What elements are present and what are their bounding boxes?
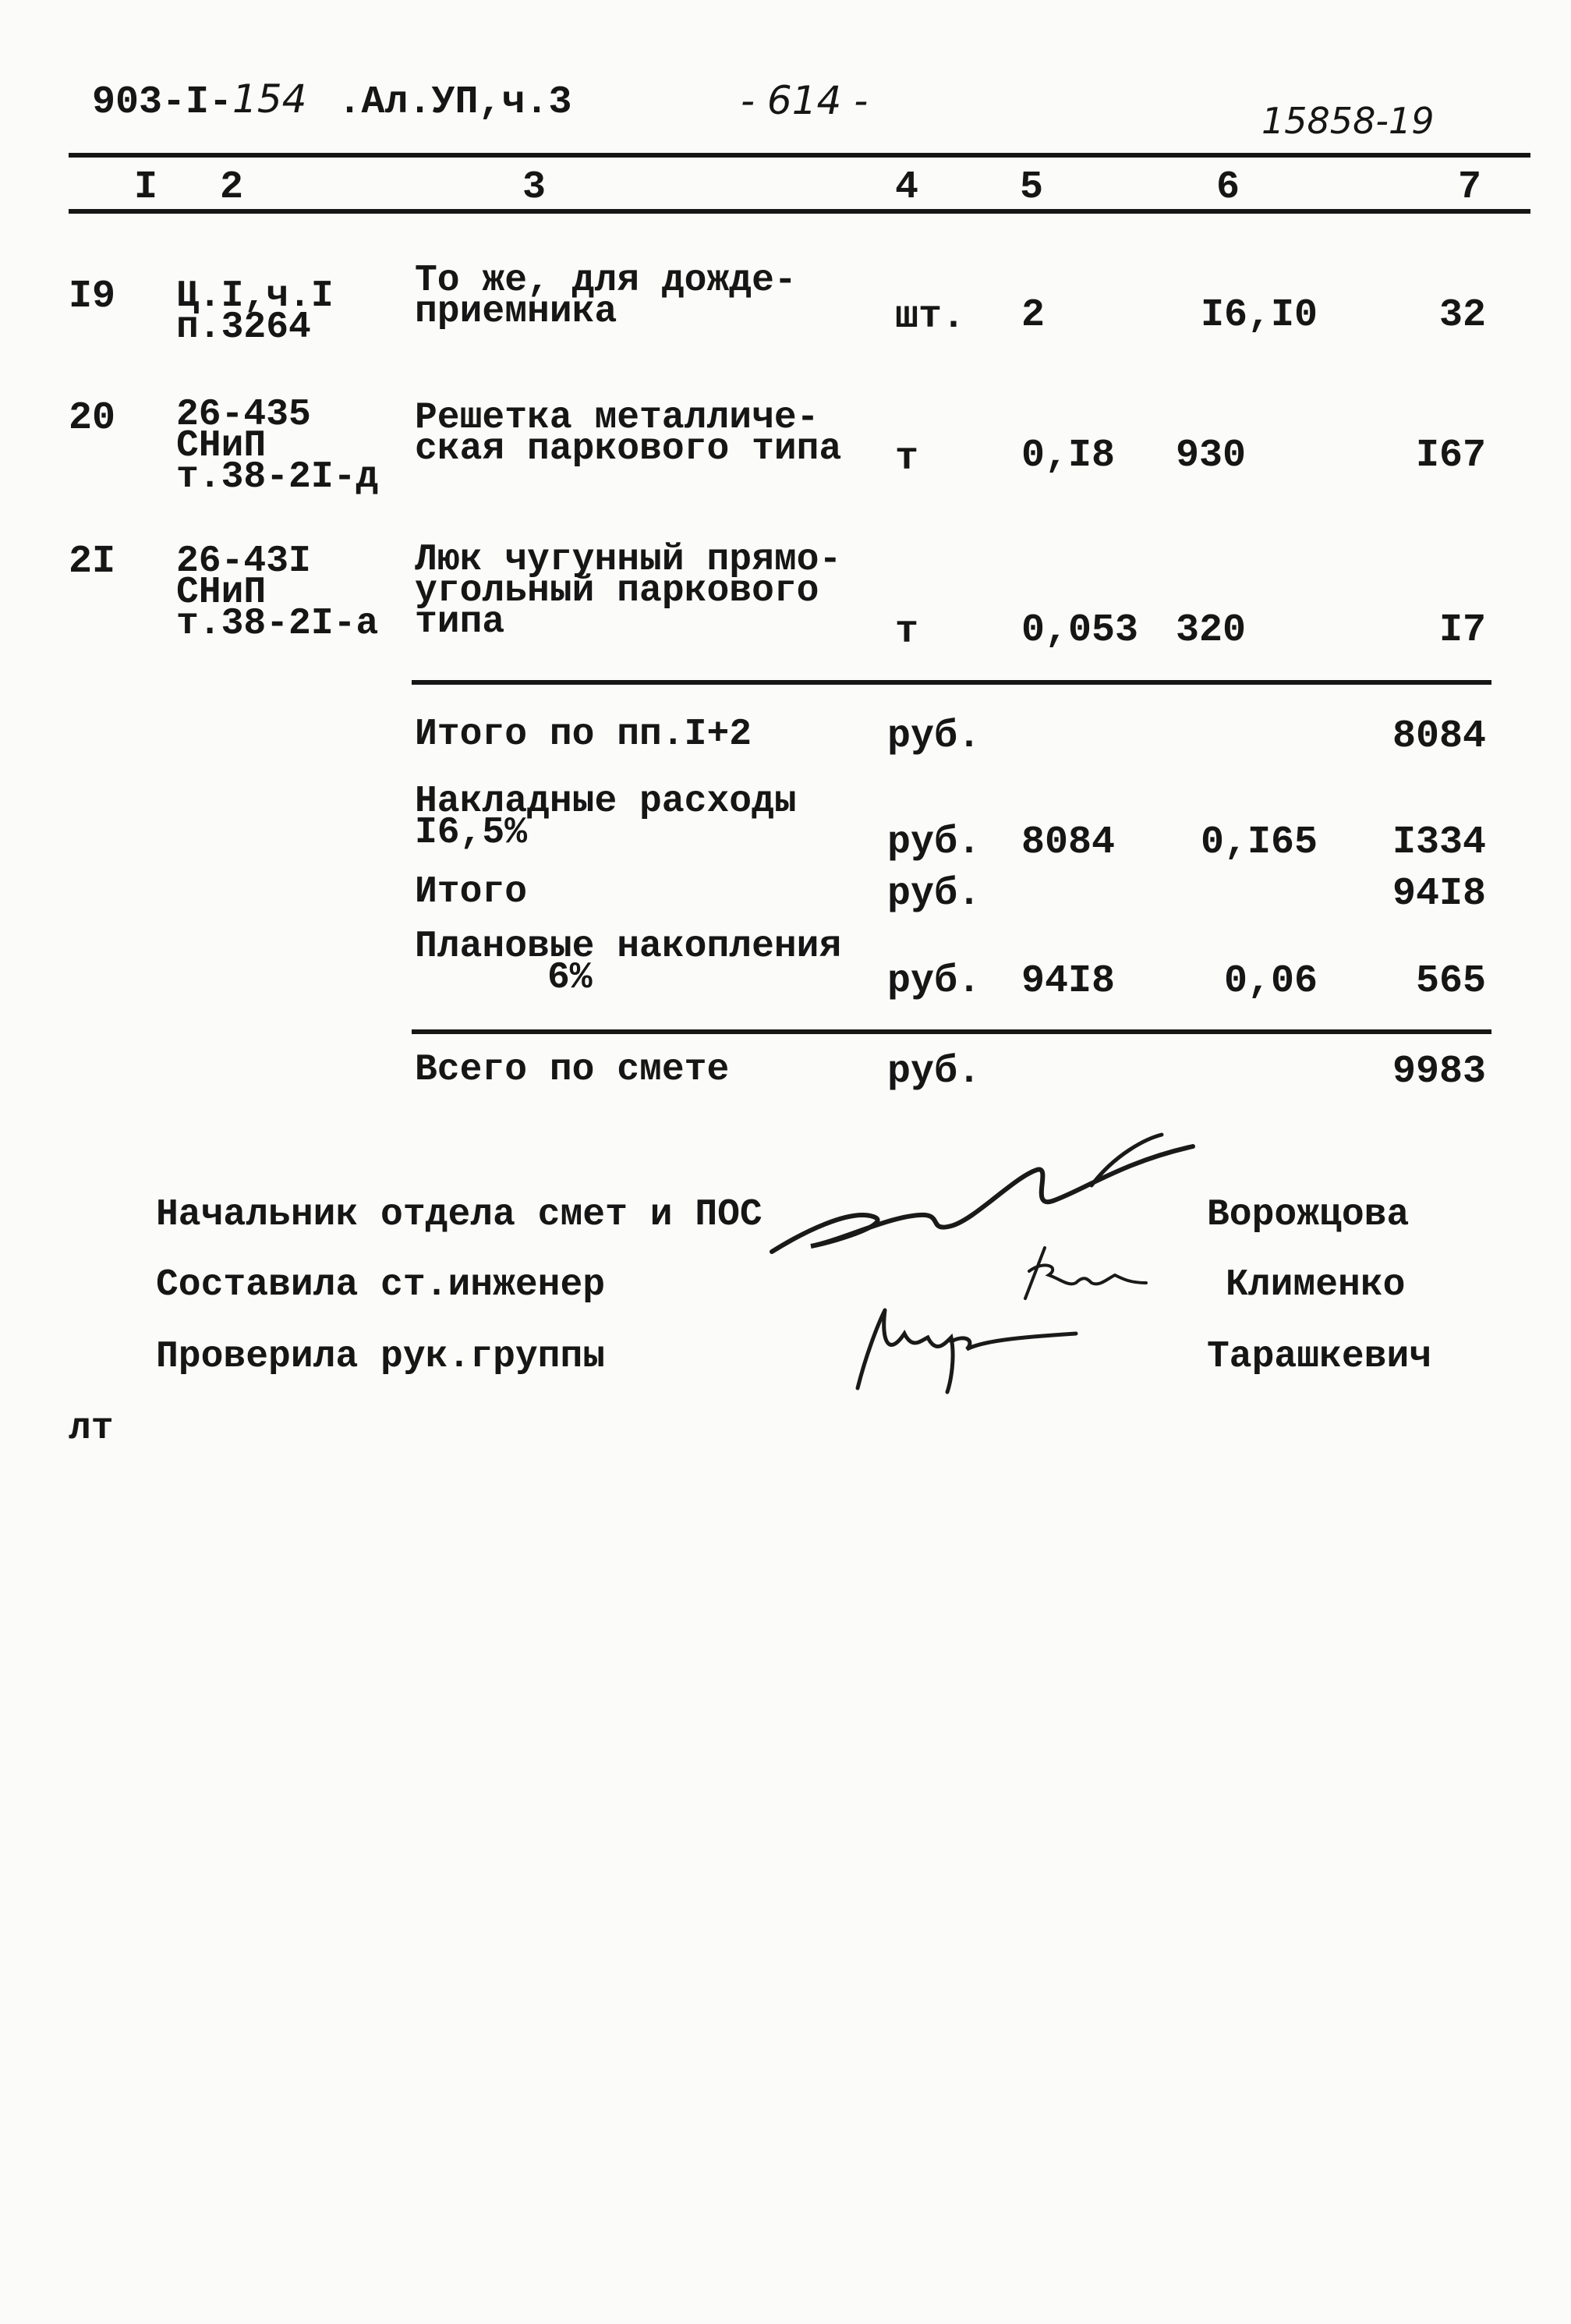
- summary-quantity: 94I8: [1021, 959, 1116, 1004]
- col-header-6: 6: [1216, 165, 1240, 210]
- doc-number: 15858-19: [1261, 100, 1435, 142]
- summary-unit: руб.: [887, 872, 982, 916]
- grand-total-unit: руб.: [887, 1050, 982, 1094]
- signatory-name: Тарашкевич: [1207, 1336, 1432, 1378]
- summary-rate: 0,06: [1223, 959, 1318, 1004]
- row-reference: 26-435 СНиП т.38-2I-д: [176, 394, 379, 498]
- doc-code: [92, 76, 572, 125]
- row-price: 930: [1176, 434, 1247, 478]
- footer-mark: лт: [69, 1408, 114, 1450]
- row-price: 320: [1176, 608, 1247, 653]
- signatory-name: Клименко: [1226, 1264, 1406, 1306]
- row-reference: 26-43I СНиП т.38-2I-а: [176, 540, 379, 645]
- summary-rule: [412, 680, 1491, 685]
- page-number: - 614 -: [741, 78, 869, 123]
- summary-rate: 0,I65: [1200, 820, 1318, 865]
- row-description: Решетка металличе- ская паркового типа: [415, 397, 842, 470]
- col-header-4: 4: [895, 165, 919, 210]
- summary-unit: руб.: [887, 959, 982, 1004]
- summary-label: Накладные расходы I6,5%: [415, 781, 797, 854]
- row-quantity: 2: [1021, 293, 1046, 338]
- row-unit: т: [895, 437, 919, 481]
- grand-total-value: 9983: [1392, 1050, 1486, 1094]
- col-header-3: 3: [522, 165, 547, 210]
- row-number: 2I: [69, 540, 116, 584]
- summary-unit: руб.: [887, 820, 982, 865]
- row-quantity: 0,053: [1021, 608, 1139, 653]
- doc-code-handwritten: 154: [232, 76, 307, 122]
- col-header-7: 7: [1458, 165, 1482, 210]
- row-number: 20: [69, 396, 116, 441]
- row-description: То же, для дожде- приемника: [415, 260, 797, 333]
- col-header-1: I: [134, 165, 158, 210]
- summary-total: I334: [1392, 820, 1486, 865]
- row-quantity: 0,I8: [1021, 434, 1116, 478]
- row-total: I7: [1438, 608, 1486, 653]
- summary-label: Итого: [415, 871, 528, 913]
- row-price: I6,I0: [1200, 293, 1318, 338]
- signature-3: [842, 1295, 1092, 1396]
- summary-total: 565: [1415, 959, 1486, 1004]
- row-unit: шт.: [895, 295, 966, 339]
- signatory-role: Составила ст.инженер: [156, 1264, 606, 1306]
- col-header-2: 2: [220, 165, 244, 210]
- summary-unit: руб.: [887, 714, 982, 759]
- summary-label: Итого по пп.I+2: [415, 714, 752, 756]
- grand-total-label: Всего по смете: [415, 1049, 730, 1091]
- doc-code-prefix: 903-I-: [92, 80, 233, 125]
- doc-code-suffix: .Ал.УП,ч.3: [338, 80, 572, 125]
- signatory-role: Проверила рук.группы: [156, 1336, 606, 1378]
- row-reference: Ц.I,ч.I п.3264: [176, 275, 334, 349]
- top-rule: [69, 153, 1530, 158]
- row-number: I9: [69, 275, 116, 319]
- signatory-role: Начальник отдела смет и ПОС: [156, 1194, 763, 1236]
- row-total: I67: [1415, 434, 1486, 478]
- summary-quantity: 8084: [1021, 820, 1116, 865]
- row-description: Люк чугунный прямо- угольный паркового типа: [415, 539, 842, 643]
- row-total: 32: [1438, 293, 1486, 338]
- grand-total-rule: [412, 1029, 1491, 1034]
- col-header-5: 5: [1020, 165, 1044, 210]
- summary-total: 8084: [1392, 714, 1486, 759]
- signatory-name: Ворожцова: [1207, 1194, 1410, 1236]
- row-unit: т: [895, 610, 919, 654]
- summary-total: 94I8: [1392, 872, 1486, 916]
- summary-label: Плановые накопления 6%: [415, 926, 842, 999]
- header-rule: [69, 209, 1530, 214]
